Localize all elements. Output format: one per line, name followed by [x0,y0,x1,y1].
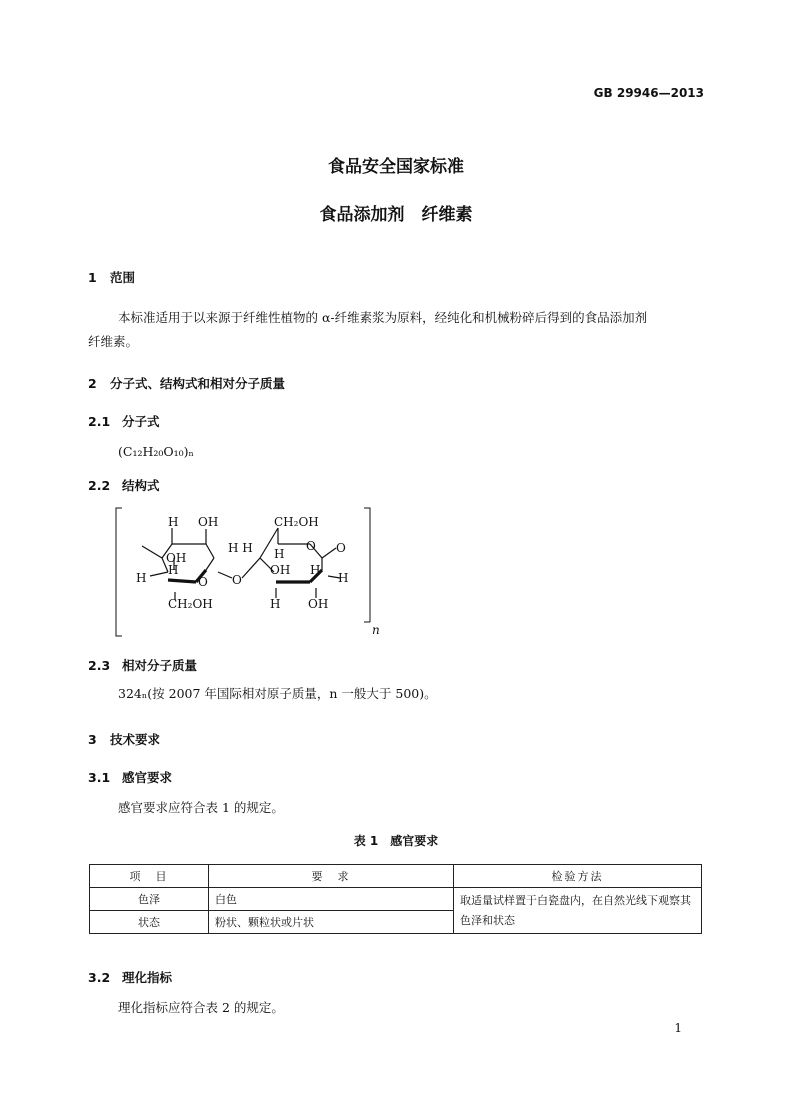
label-oh-top1: OH [198,515,219,529]
label-o-end: O [336,541,346,555]
section-title: 结构式 [122,478,160,493]
label-o-bridge: O [232,573,242,587]
section-number: 3.1 [88,770,111,785]
document-subtitle: 食品添加剂 纤维素 [319,205,473,225]
label-oh-bottom: OH [308,597,329,611]
table-cell-item: 色泽 [90,888,209,911]
molecular-formula: (C₁₂H₂₀O₁₀)ₙ [118,444,194,459]
section-number: 2.1 [88,414,111,429]
label-h-right: H [338,571,349,585]
section-2-1-heading [88,412,160,430]
table-cell-requirement: 粉状、颗粒状或片状 [209,911,454,934]
table-1-caption: 表 1 感官要求 [353,834,439,848]
label-o-ring1: O [198,575,208,589]
label-h-bottom: H [270,597,281,611]
section-2-3-heading [88,656,197,674]
table-cell-item: 状态 [90,911,209,934]
section-number: 3.2 [88,970,111,985]
section-1-paragraph-line-2: 纤维素。 [88,334,139,349]
label-h-mid2: H [274,547,285,561]
section-3-heading [88,730,160,748]
table-header-requirement: 要 求 [209,865,454,888]
label-h-mid1: H [168,563,179,577]
section-number: 2.3 [88,658,111,673]
label-ch2oh-bottom: CH₂OH [168,597,213,611]
section-number: 1 [88,270,97,285]
molecular-mass-text: 324ₙ(按 2007 年国际相对原子质量，n 一般大于 500)。 [118,686,437,701]
section-1-heading [88,268,135,286]
section-title: 分子式、结构式和相对分子质量 [110,376,286,391]
table-header-method: 检验方法 [454,865,702,888]
section-title: 技术要求 [110,732,161,747]
section-3-1-text: 感官要求应符合表 1 的规定。 [118,800,284,815]
section-title: 相对分子质量 [122,658,198,673]
page-number: 1 [674,1021,682,1035]
ring-2-bonds [242,528,340,598]
section-2-2-heading [88,476,160,494]
structure-brackets [116,508,370,636]
section-number: 2 [88,376,97,391]
section-3-2-text: 理化指标应符合表 2 的规定。 [118,1000,284,1015]
label-ch2oh-top: CH₂OH [274,515,319,529]
label-o-ring2: O [306,539,316,553]
cellobiose-structure-diagram [110,500,400,645]
section-1-paragraph-line-1: 本标准适用于以来源于纤维性植物的 α-纤维素浆为原料，经纯化和机械粉碎后得到的食品添加剂 [118,310,648,325]
section-title: 分子式 [122,414,160,429]
section-number: 3 [88,732,97,747]
section-number: 2.2 [88,478,111,493]
table-cell-method: 取适量试样置于白瓷盘内，在自然光线下观察其色泽和状态 [454,888,702,934]
section-3-1-heading [88,768,172,786]
label-hh: H H [228,541,253,555]
section-2-heading [88,374,285,392]
table-cell-requirement: 白色 [209,888,454,911]
label-n: n [372,623,380,637]
label-oh-mid1: OH [166,551,187,565]
section-title: 感官要求 [122,770,173,785]
section-title: 理化指标 [122,970,173,985]
ring-1-bonds [142,528,232,600]
label-h-left: H [136,571,147,585]
table-row [90,888,702,911]
sensory-requirements-table [89,864,702,934]
table-header-item: 项 目 [90,865,209,888]
label-h-top1: H [168,515,179,529]
section-title: 范围 [110,270,136,285]
label-oh-mid2: OH [270,563,291,577]
document-title: 食品安全国家标准 [328,157,464,177]
label-h-mid3: H [310,563,321,577]
table-header-row [90,865,702,888]
section-3-2-heading [88,968,172,986]
standard-code: GB 29946—2013 [593,86,704,100]
